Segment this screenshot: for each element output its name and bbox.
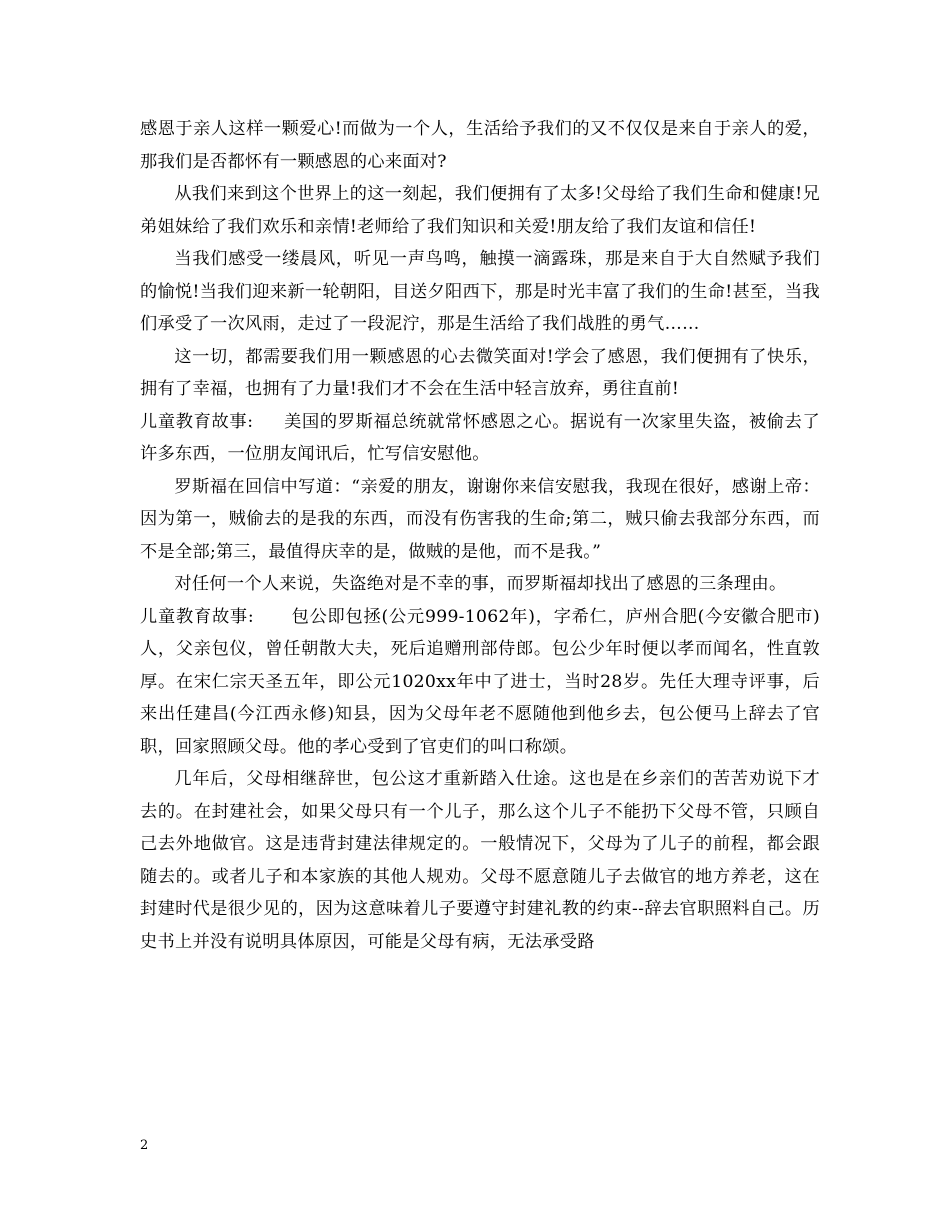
paragraph-2 — [140, 178, 820, 243]
story-2-heading: 儿童教育故事: — [140, 606, 292, 627]
paragraph-7 — [140, 568, 820, 601]
paragraph-1-text: 感恩于亲人这样一颗爱心!而做为一个人，生活给予我们的又不仅仅是来自于亲人的爱，那我们是否都怀有一颗感恩的心来面对? — [140, 119, 820, 172]
story-1-heading: 儿童教育故事: — [140, 411, 285, 432]
story-2-text: 包公即包拯(公元999-1062年)，字希仁，庐州合肥(今安徽合肥市)人，父亲包仪，曾任朝散大夫，死后追赠刑部侍郎。包公少年时便以孝而闻名，性直敦厚。在宋仁宗天圣五年，即公元1020xx年中了进士，当时28岁。先任大理寺评事，后来出任建昌(今江西永修)知县，因为父母年老不愿随他到他乡去，包公便马上辞去了官职，回家照顾父母。他的孝心受到了官吏们的叫口称颂。 — [140, 606, 820, 757]
story-1-paragraph — [140, 406, 820, 471]
paragraph-4-text: 这一切，都需要我们用一颗感恩的心去微笑面对!学会了感恩，我们便拥有了快乐，拥有了幸福，也拥有了力量!我们才不会在生活中轻言放弃，勇往直前! — [140, 346, 820, 399]
story-1-text: 美国的罗斯福总统就常怀感恩之心。据说有一次家里失盗，被偷去了许多东西，一位朋友闻讯后，忙写信安慰他。 — [140, 411, 820, 464]
story-2-paragraph — [140, 601, 820, 764]
paragraph-6 — [140, 471, 820, 569]
paragraph-1 — [140, 113, 820, 178]
paragraph-9-text: 几年后，父母相继辞世，包公这才重新踏入仕途。这也是在乡亲们的苦苦劝说下才去的。在封建社会，如果父母只有一个儿子，那么这个儿子不能扔下父母不管，只顾自己去外地做官。这是违背封建法律规定的。一般情况下，父母为了儿子的前程，都会跟随去的。或者儿子和本家族的其他人规劝。父母不愿意随儿子去做官的地方养老，这在封建时代是很少见的，因为这意味着儿子要遵守封建礼教的约束--辞去官职照料自己。历史书上并没有说明具体原因，可能是父母有病，无法承受路 — [140, 769, 820, 952]
paragraph-4 — [140, 341, 820, 406]
paragraph-6-text: 罗斯福在回信中写道：“亲爱的朋友，谢谢你来信安慰我，我现在很好，感谢上帝：因为第一，贼偷去的是我的东西，而没有伤害我的生命;第二，贼只偷去我部分东西，而不是全部;第三，最值得庆幸的是，做贼的是他，而不是我。” — [140, 476, 820, 562]
paragraph-3 — [140, 243, 820, 341]
page-number: 2 — [140, 1138, 149, 1153]
body-text — [140, 113, 820, 958]
paragraph-9 — [140, 763, 820, 958]
paragraph-7-text: 对任何一个人来说，失盗绝对是不幸的事，而罗斯福却找出了感恩的三条理由。 — [174, 574, 787, 594]
paragraph-3-text: 当我们感受一缕晨风，听见一声鸟鸣，触摸一滴露珠，那是来自于大自然赋予我们的愉悦!当我们迎来新一轮朝阳，目送夕阳西下，那是时光丰富了我们的生命!甚至，当我们承受了一次风雨，走过了一段泥泞，那是生活给了我们战胜的勇气…… — [140, 249, 820, 334]
paragraph-2-text: 从我们来到这个世界上的这一刻起，我们便拥有了太多!父母给了我们生命和健康!兄弟姐妹给了我们欢乐和亲情!老师给了我们知识和关爱!朋友给了我们友谊和信任! — [140, 184, 820, 237]
